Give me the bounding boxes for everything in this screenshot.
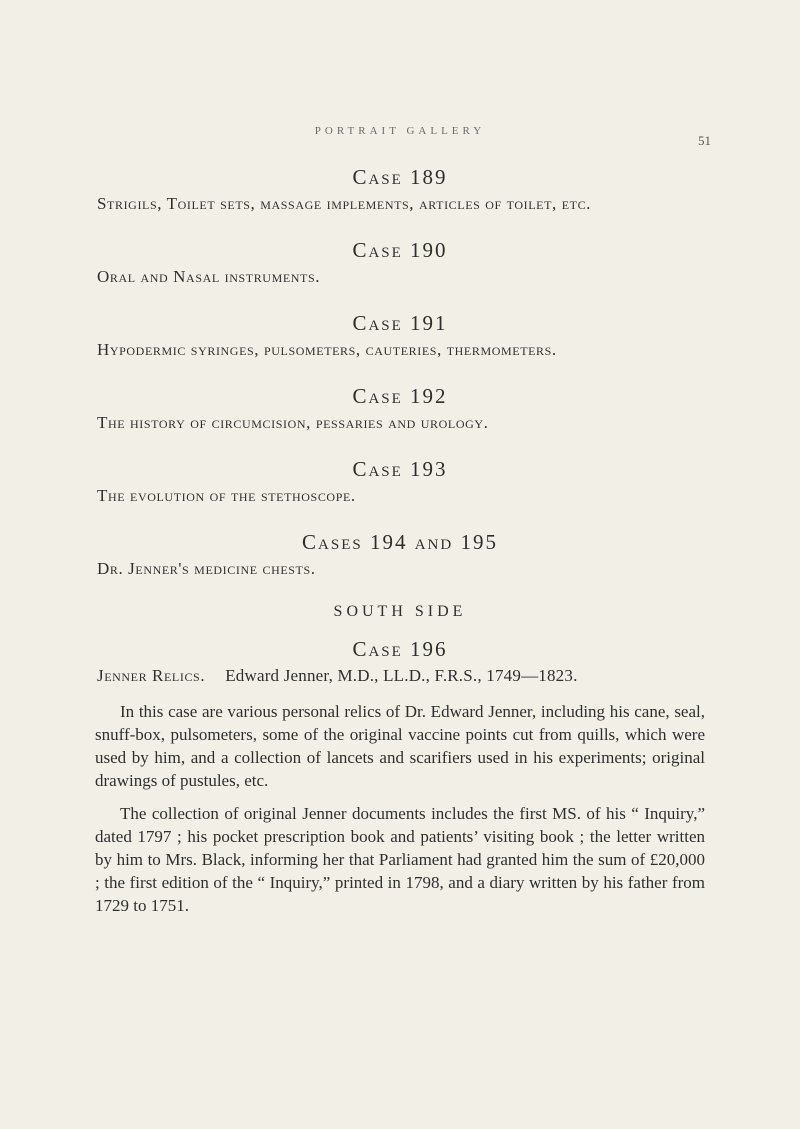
case-190 bbox=[95, 238, 705, 287]
case-description: The evolution of the stethoscope. bbox=[97, 486, 356, 505]
page bbox=[95, 125, 711, 927]
case-heading: Case 191 bbox=[352, 311, 448, 335]
section-heading: SOUTH SIDE bbox=[333, 603, 467, 620]
case-heading: Case 190 bbox=[352, 238, 448, 262]
cases-194-195 bbox=[95, 530, 705, 579]
case-189 bbox=[95, 165, 705, 214]
case-193 bbox=[95, 457, 705, 506]
paragraph: The collection of original Jenner documents includes the first MS. of his “ Inquiry,” dated 1797 ; his pocket prescription book and patients’ visiting book ; the letter written by him to Mrs. Black, informing her that Parliament had granted him the sum of £20,000 ; the first edition of the “ Inquiry,” printed in 1798, and a diary written by his father from 1729 to 1751. bbox=[95, 804, 705, 915]
case-heading: Case 193 bbox=[352, 457, 448, 481]
running-title: PORTRAIT GALLERY bbox=[314, 125, 486, 137]
case-description: The history of circumcision, pessaries and urology. bbox=[97, 413, 489, 432]
case-title-line bbox=[95, 666, 705, 686]
case-title: Jenner Relics. bbox=[97, 666, 206, 685]
case-heading: Case 196 bbox=[352, 637, 448, 661]
case-description: Oral and Nasal instruments. bbox=[97, 267, 321, 286]
page-number: 51 bbox=[698, 133, 711, 148]
case-description: Dr. Jenner's medicine chests. bbox=[97, 559, 316, 578]
case-detail: Edward Jenner, M.D., LL.D., F.R.S., 1749—1823. bbox=[225, 666, 578, 685]
case-191 bbox=[95, 311, 705, 360]
paragraph: In this case are various personal relics of Dr. Edward Jenner, including his cane, seal, snuff-box, pulsometers, some of the original vaccine points cut from quills, which were used by him, and a collection of lancets and scarifiers used in his experiments; original drawings of pustules, etc. bbox=[95, 702, 705, 790]
case-description: Strigils, Toilet sets, massage implements, articles of toilet, etc. bbox=[97, 194, 592, 213]
case-196 bbox=[95, 637, 705, 917]
case-description: Hypodermic syringes, pulsometers, cauteries, thermometers. bbox=[97, 340, 557, 359]
case-heading: Cases 194 and 195 bbox=[302, 530, 498, 554]
case-heading: Case 189 bbox=[352, 165, 448, 189]
case-heading: Case 192 bbox=[352, 384, 448, 408]
case-192 bbox=[95, 384, 705, 433]
running-head bbox=[95, 125, 711, 165]
